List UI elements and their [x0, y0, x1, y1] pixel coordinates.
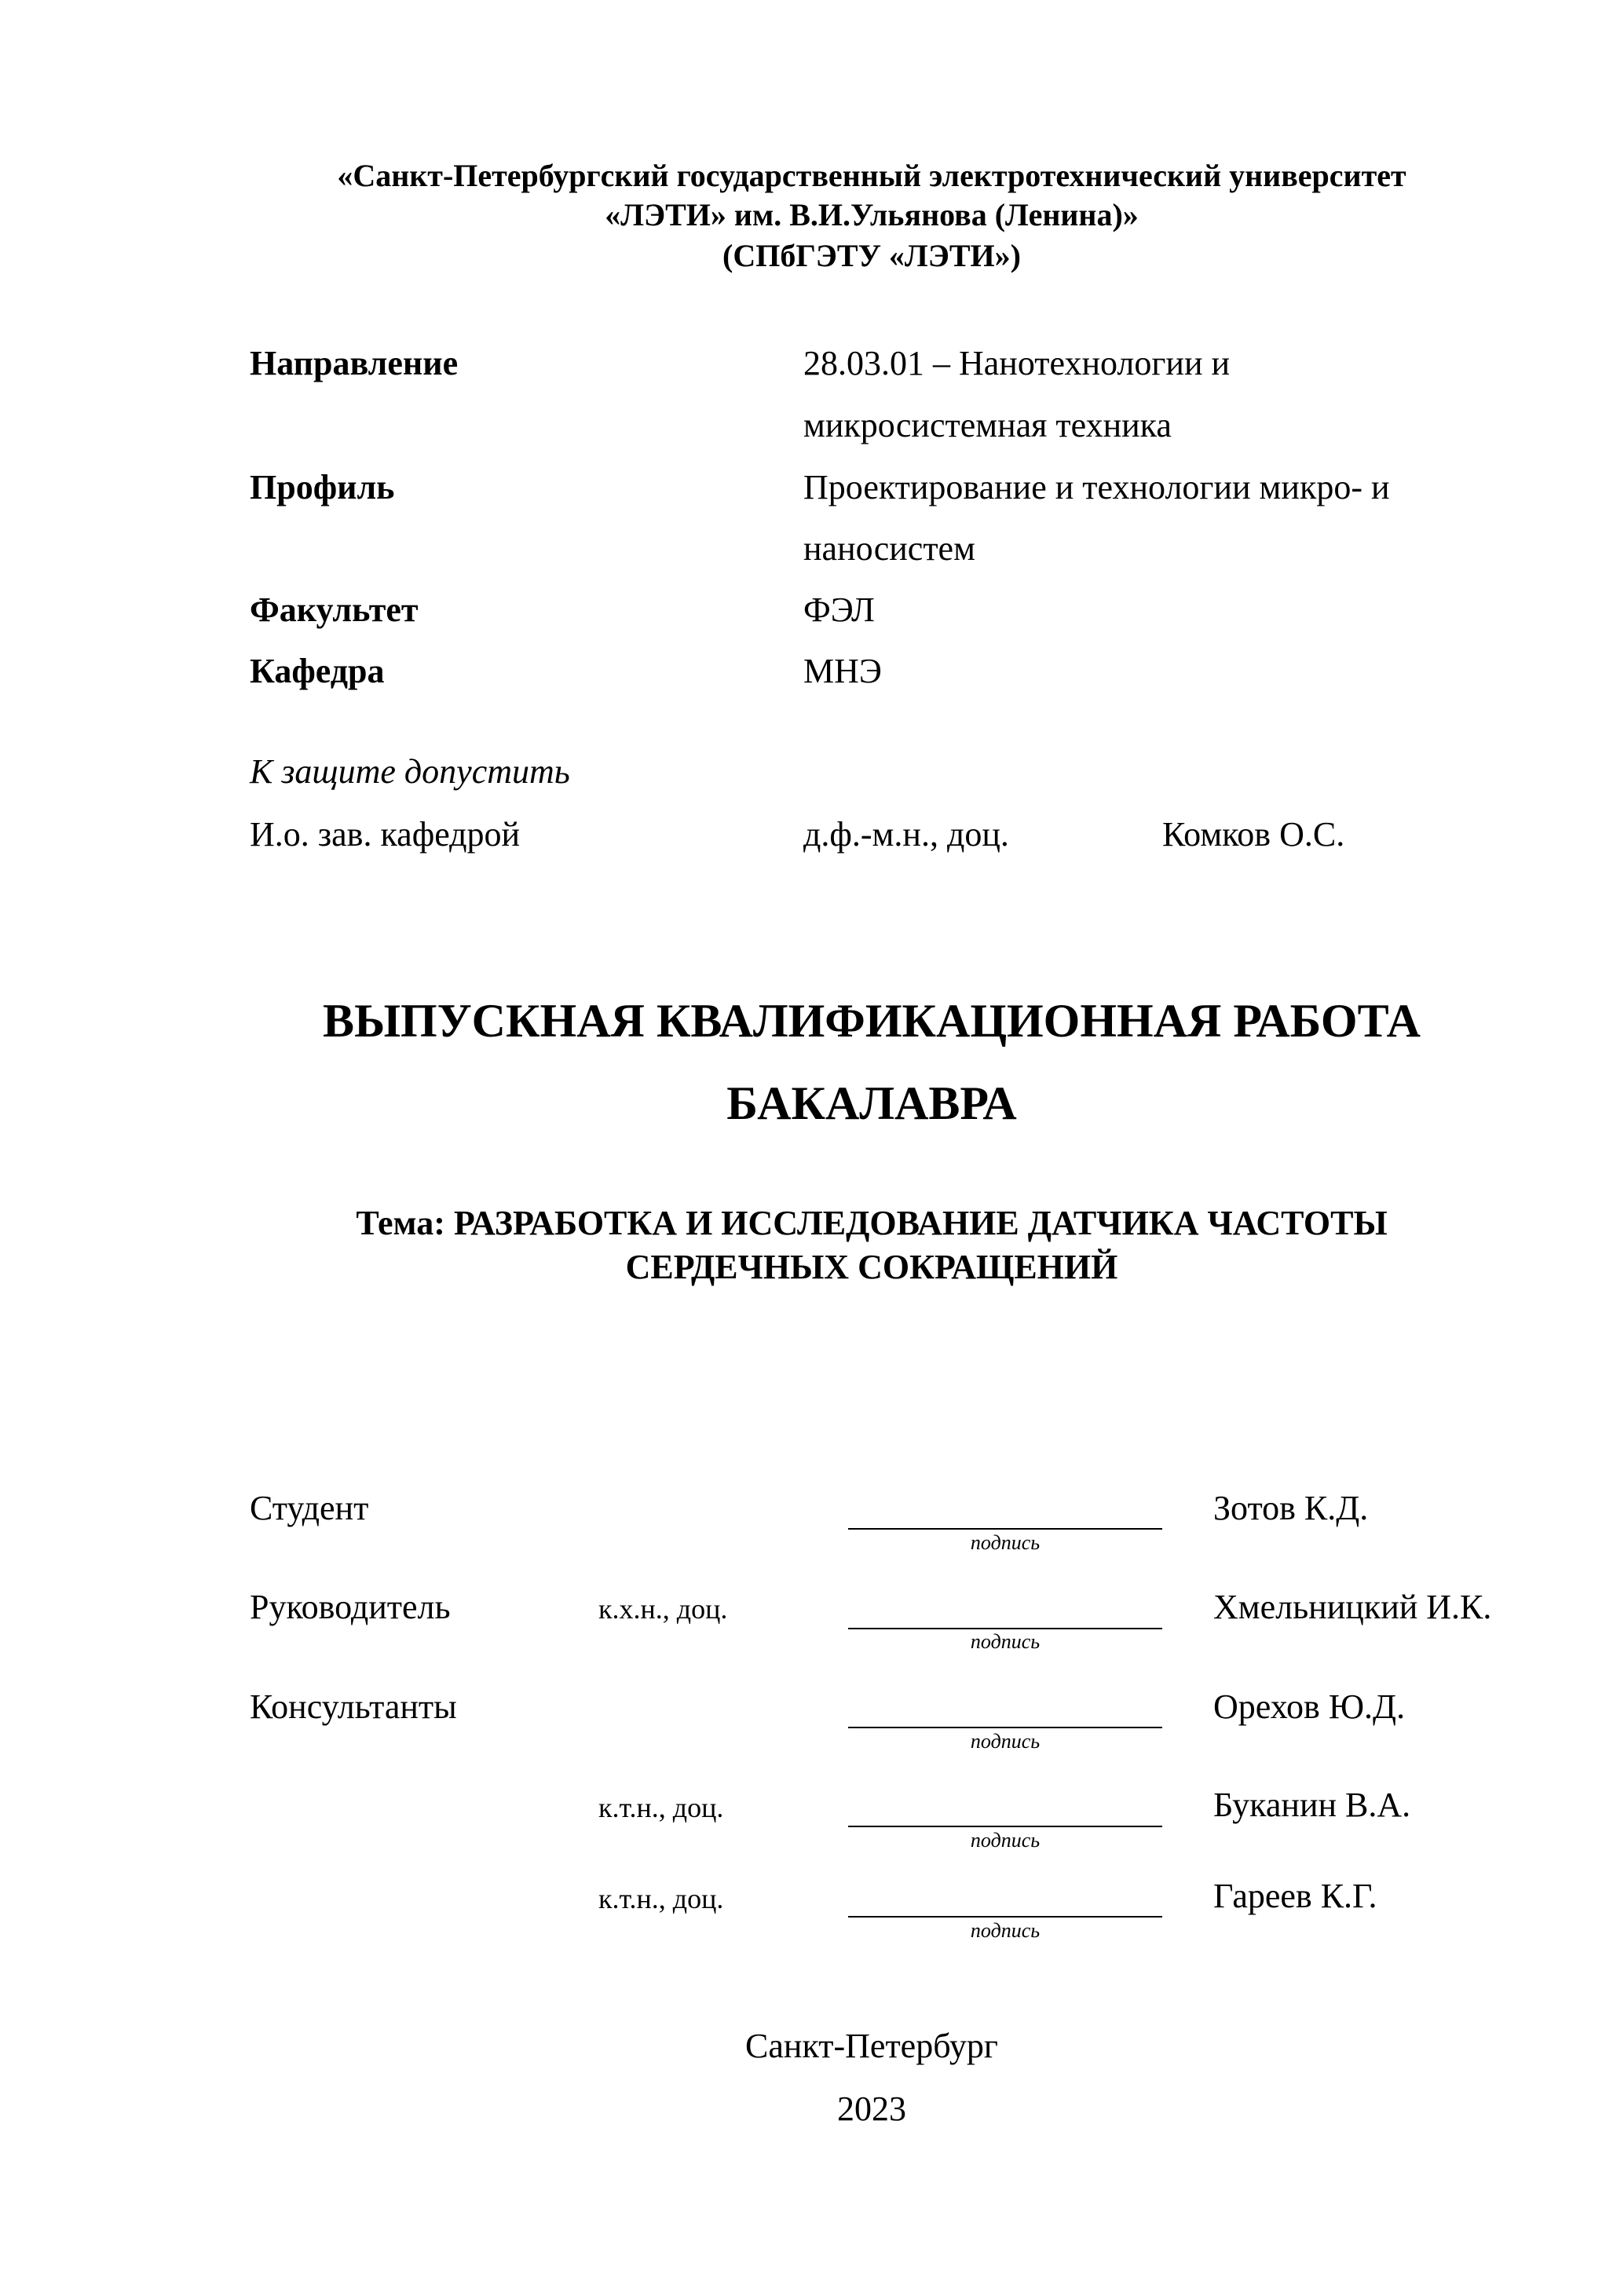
- department-label: Кафедра: [250, 652, 385, 690]
- faculty-label: Факультет: [250, 590, 419, 629]
- profile-label: Профиль: [250, 468, 395, 506]
- university-abbrev: (СПбГЭТУ «ЛЭТИ»): [722, 238, 1021, 273]
- supervisor-name: Хмельницкий И.К.: [1213, 1588, 1492, 1626]
- document-title-line1: ВЫПУСКНАЯ КВАЛИФИКАЦИОННАЯ РАБОТА: [323, 995, 1421, 1047]
- student-role: Студент: [250, 1489, 369, 1527]
- consultant3-degree: к.т.н., доц.: [598, 1883, 724, 1914]
- university-name-line2: «ЛЭТИ» им. В.И.Ульянова (Ленина)»: [605, 197, 1139, 232]
- head-of-department-name: Комков О.С.: [1162, 815, 1345, 854]
- consultant2-name: Буканин В.А.: [1213, 1786, 1411, 1824]
- consultant2-degree: к.т.н., доц.: [598, 1792, 724, 1823]
- supervisor-signature-caption: подпись: [970, 1630, 1041, 1653]
- consultant1-signature-line: [848, 1727, 1162, 1728]
- consultant1-name: Орехов Ю.Д.: [1213, 1687, 1406, 1726]
- direction-label: Направление: [250, 344, 459, 382]
- supervisor-signature-line: [848, 1628, 1162, 1629]
- consultant3-signature-caption: подпись: [970, 1919, 1041, 1942]
- consultant2-signature-caption: подпись: [970, 1829, 1041, 1852]
- supervisor-degree: к.х.н., доц.: [598, 1593, 728, 1625]
- student-name: Зотов К.Д.: [1213, 1489, 1369, 1527]
- head-of-department-role: И.о. зав. кафедрой: [250, 815, 521, 854]
- consultant3-signature-line: [848, 1916, 1162, 1918]
- document-title-line2: БАКАЛАВРА: [726, 1077, 1017, 1129]
- student-signature-caption: подпись: [970, 1531, 1041, 1554]
- consultant3-name: Гареев К.Г.: [1213, 1877, 1377, 1915]
- direction-value-line1: 28.03.01 – Нанотехнологии и: [803, 344, 1231, 382]
- consultants-role: Консультанты: [250, 1687, 457, 1726]
- year: 2023: [837, 2089, 906, 2128]
- faculty-value: ФЭЛ: [803, 590, 875, 629]
- student-signature-line: [848, 1528, 1162, 1530]
- head-of-department-degree: д.ф.-м.н., доц.: [803, 815, 1009, 854]
- city: Санкт-Петербург: [745, 2027, 998, 2065]
- university-name-line1: «Санкт-Петербургский государственный электротехнический университет: [337, 158, 1406, 193]
- admit-to-defense-label: К защите допустить: [250, 752, 570, 791]
- department-value: МНЭ: [803, 652, 882, 690]
- thesis-topic-line2: СЕРДЕЧНЫХ СОКРАЩЕНИЙ: [625, 1248, 1118, 1286]
- thesis-topic-line1: Тема: РАЗРАБОТКА И ИССЛЕДОВАНИЕ ДАТЧИКА ЧАСТОТЫ: [356, 1204, 1388, 1242]
- profile-value-line1: Проектирование и технологии микро- и: [803, 468, 1390, 506]
- consultant2-signature-line: [848, 1826, 1162, 1827]
- consultant1-signature-caption: подпись: [970, 1730, 1041, 1753]
- supervisor-role: Руководитель: [250, 1588, 451, 1626]
- profile-value-line2: наносистем: [803, 529, 975, 568]
- direction-value-line2: микросистемная техника: [803, 406, 1172, 444]
